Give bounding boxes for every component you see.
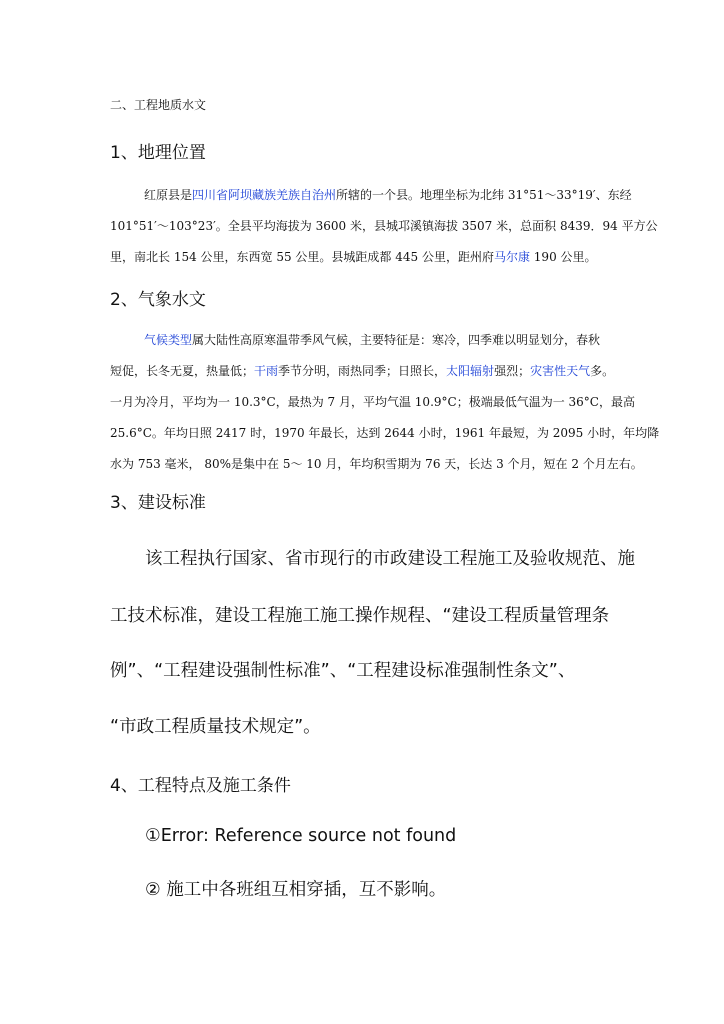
link-disaster-weather[interactable]: 灾害性天气	[530, 364, 591, 378]
link-climate-type[interactable]: 气候类型	[144, 333, 193, 347]
link-solar-radiation[interactable]: 太阳辐射	[446, 364, 495, 378]
s3-line-1: 该工程执行国家、省市现行的市政建设工程施工及验收规范、施	[145, 549, 635, 569]
s1-line-2: 101°51′～103°23′。全县平均海拔为 3600 米，县城邛溪镇海拔 3507 米，总面积 8439．94 平方公	[110, 219, 658, 233]
s2-paragraph	[110, 325, 660, 480]
s2-line-5: 水为 753 毫米， 80%是集中在 5～ 10 月，年均积雪期为 76 天，长达 3 个月，短在 2 个月左右。	[110, 457, 643, 471]
s2-text: 季节分明，雨热同季；日照长，	[278, 364, 447, 378]
s2-text: 多。	[590, 364, 615, 378]
s1-line-1	[110, 180, 632, 211]
link-aba-prefecture[interactable]: 四川省阿坝藏族羌族自治州	[192, 188, 337, 202]
s1-text: 190 公里。	[529, 250, 597, 264]
link-maerkang[interactable]: 马尔康	[493, 250, 530, 264]
s4-item-1: ①Error: Reference source not found	[145, 826, 457, 846]
section-2-title: 2、气象水文	[110, 290, 206, 310]
s3-line-3: 例”、“工程建设强制性标准”、“工程建设标准强制性条文”、	[110, 661, 576, 681]
s2-line-4: 25.6°C。年均日照 2417 时，1970 年最长，达到 2644 小时，1961 年最短，为 2095 小时，年均降	[110, 426, 660, 440]
s1-paragraph	[110, 180, 658, 273]
s1-line-3	[110, 242, 620, 273]
s2-line-1	[110, 325, 620, 356]
s2-text: 强烈；	[494, 364, 531, 378]
s2-text: 属大陆性高原寒温带季风气候，主要特征是：寒冷，四季难以明显划分，春秋	[192, 333, 601, 347]
link-dry-rain[interactable]: 干雨	[254, 364, 279, 378]
s2-line-3: 一月为冷月，平均为一 10.3°C，最热为 7 月，平均气温 10.9°C；极端最低气温为一 36°C，最高	[110, 395, 635, 409]
s3-line-4: “市政工程质量技术规定”。	[110, 717, 321, 737]
section-heading: 二、工程地质水文	[110, 98, 207, 112]
s2-line-2	[110, 356, 620, 387]
s1-text: 所辖的一个县。地理坐标为北纬 31°51～33°19′、东经	[336, 188, 632, 202]
s2-text: 短促，长冬无夏，热量低；	[110, 364, 255, 378]
s1-text: 里，南北长 154 公里，东西宽 55 公里。县城距成都 445 公里，距州府	[110, 250, 494, 264]
section-4-title: 4、工程特点及施工条件	[110, 776, 291, 796]
s4-item-2: ② 施工中各班组互相穿插，互不影响。	[145, 880, 447, 900]
s3-line-2: 工技术标准，建设工程施工施工操作规程、“建设工程质量管理条	[110, 606, 610, 626]
section-1-title: 1、地理位置	[110, 143, 206, 163]
section-3-title: 3、建设标准	[110, 493, 206, 513]
s1-text: 红原县是	[144, 188, 193, 202]
